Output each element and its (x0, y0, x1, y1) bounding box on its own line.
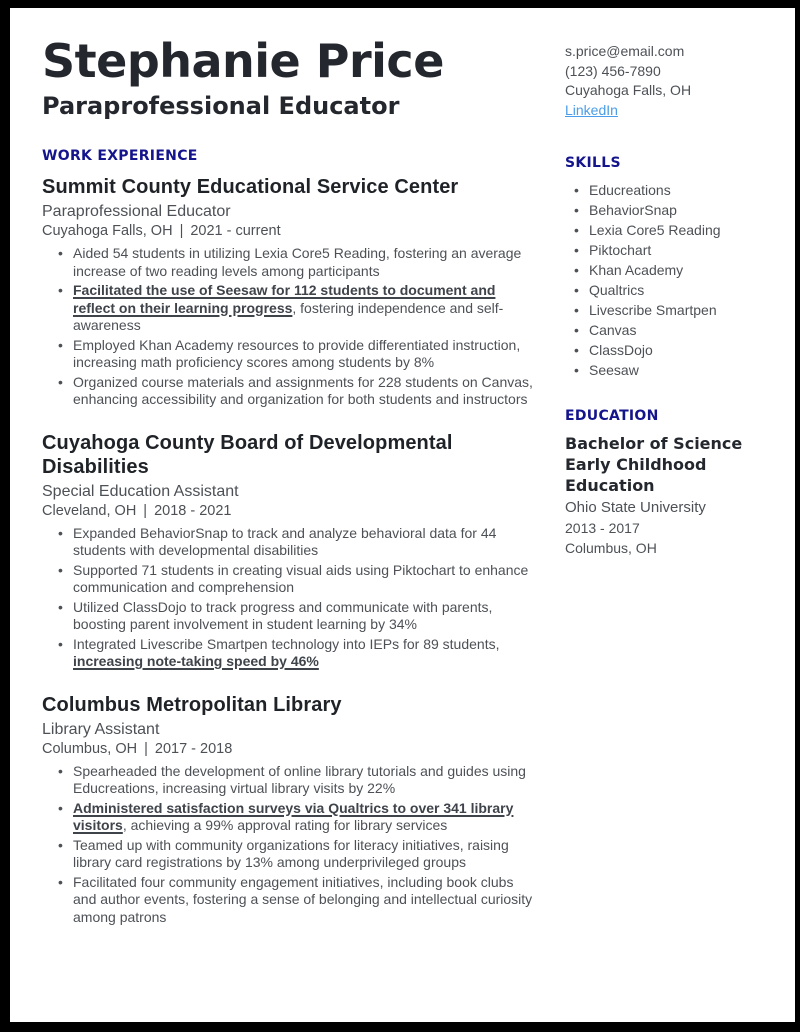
skill-item: • BehaviorSnap (565, 200, 780, 220)
contact-block (565, 42, 780, 120)
job-role: Special Education Assistant (42, 482, 239, 500)
education-location: Columbus, OH (565, 540, 657, 556)
company-name: Summit County Educational Service Center (42, 176, 459, 198)
education-school: Ohio State University (565, 499, 706, 516)
bullet-item (42, 837, 537, 872)
bullet-text: Utilized ClassDojo to track progress and communicate with parents, boosting parent involvement in student learning by 34% (73, 598, 493, 632)
bullet-item (42, 599, 537, 634)
education-degree-line: Education (565, 476, 655, 495)
bullet-item (42, 374, 537, 409)
education-block (565, 433, 780, 558)
bullet-highlight-text: Facilitated the use of Seesaw for 112 students to document and reflect on their learning progress (73, 282, 496, 316)
bullet-item (42, 562, 537, 597)
bullet-list (42, 525, 537, 671)
bullet-item (42, 525, 537, 560)
section-title-skills: SKILLS (565, 155, 621, 171)
bullet-item (42, 763, 537, 798)
skill-item: • Lexia Core5 Reading (565, 220, 780, 240)
job-entry (42, 693, 537, 927)
bullet-text: , achieving a 99% approval rating for library services (122, 817, 448, 833)
skill-item: • Seesaw (565, 360, 780, 380)
skills-list (565, 180, 780, 380)
bullet-text: Employed Khan Academy resources to provide differentiated instruction, increasing math proficiency scores among students by 8% (73, 336, 521, 370)
job-meta (42, 502, 537, 520)
bullet-text: Spearheaded the development of online library tutorials and guides using Educreations, increasing virtual library visits by 22% (73, 762, 526, 796)
bullet-text: Aided 54 students in utilizing Lexia Core5 Reading, fostering an average increase of two reading levels among participants (73, 245, 522, 279)
contact-email: s.price@email.com (565, 43, 685, 59)
bullet-list (42, 763, 537, 927)
linkedin-link[interactable]: LinkedIn (565, 101, 618, 118)
bullet-text: Supported 71 students in creating visual aids using Piktochart to enhance communication and comprehension (73, 561, 529, 595)
skill-item: • ClassDojo (565, 340, 780, 360)
skill-item: • Piktochart (565, 240, 780, 260)
job-location: Cleveland, OH (42, 502, 137, 519)
main-column (42, 36, 537, 1002)
job-meta (42, 222, 537, 240)
job-dates: 2021 - current (190, 223, 281, 239)
bullet-text: Expanded BehaviorSnap to track and analyze behavioral data for 44 students with developmental disabilities (73, 524, 497, 558)
bullet-highlight-text: increasing note-taking speed by 46% (73, 653, 319, 669)
skill-item: • Qualtrics (565, 280, 780, 300)
bullet-text: , fostering independence and self-awareness (73, 299, 504, 333)
bullet-item (42, 636, 537, 671)
job-role: Library Assistant (42, 720, 160, 738)
bullet-text: Teamed up with community organizations for literacy initiatives, raising library card registrations by 13% among underprivileged groups (73, 836, 509, 870)
contact-location: Cuyahoga Falls, OH (565, 82, 692, 98)
job-location: Cuyahoga Falls, OH (42, 223, 173, 239)
education-degree-line: Early Childhood (565, 455, 707, 474)
job-location: Columbus, OH (42, 740, 138, 757)
jobs-container (42, 175, 537, 926)
education-dates: 2013 - 2017 (565, 520, 640, 536)
bullet-item (42, 800, 537, 835)
bullet-list (42, 245, 537, 409)
company-name: Cuyahoga County Board of Developmental Disabilities (42, 431, 453, 478)
bullet-item (42, 337, 537, 372)
skill-item: • Livescribe Smartpen (565, 300, 780, 320)
bullet-text: Facilitated four community engagement initiatives, including book clubs and author events, fostering a sense of belonging and intellectual curiosity among patrons (73, 873, 533, 925)
bullet-item (42, 874, 537, 927)
company-name: Columbus Metropolitan Library (42, 693, 342, 716)
job-entry (42, 175, 537, 409)
education-degree-line: Bachelor of Science (565, 434, 743, 453)
bullet-text: Organized course materials and assignments for 228 students on Canvas, enhancing accessibility and organization for both students and instructors (73, 373, 533, 407)
job-meta (42, 740, 537, 758)
job-dates: 2017 - 2018 (154, 740, 233, 757)
sidebar-column (565, 36, 780, 1002)
bullet-text: Integrated Livescribe Smartpen technology into IEPs for 89 students, (73, 635, 500, 652)
job-dates: 2018 - 2021 (154, 502, 232, 519)
bullet-item (42, 282, 537, 335)
bullet-highlight-text: Administered satisfaction surveys via Qualtrics to over 341 library visitors (73, 799, 514, 833)
job-entry (42, 431, 537, 671)
education-degree (565, 433, 780, 496)
resume-page (10, 8, 795, 1022)
meta-separator: | (144, 740, 148, 757)
candidate-title: Paraprofessional Educator (42, 92, 400, 120)
job-role: Paraprofessional Educator (42, 203, 231, 220)
contact-phone: (123) 456-7890 (565, 62, 661, 79)
skill-item: • Khan Academy (565, 260, 780, 280)
section-title-education: EDUCATION (565, 408, 659, 424)
bullet-item (42, 245, 537, 280)
skill-item: • Canvas (565, 320, 780, 340)
skill-item: • Educreations (565, 180, 780, 200)
meta-separator: | (179, 223, 184, 239)
candidate-name: Stephanie Price (42, 34, 444, 88)
section-title-work-experience: WORK EXPERIENCE (42, 148, 198, 164)
meta-separator: | (143, 502, 148, 519)
